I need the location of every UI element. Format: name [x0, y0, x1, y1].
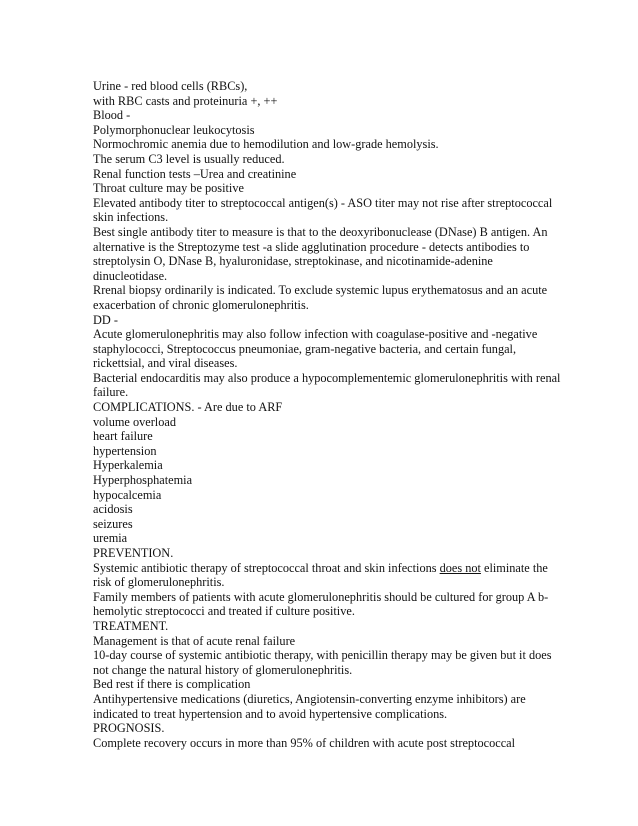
text-line: skin infections.	[93, 210, 169, 225]
text-line: hemolytic streptococci and treated if culture positive.	[93, 604, 355, 619]
text-line: Polymorphonuclear leukocytosis	[93, 122, 255, 137]
text-line: Throat culture may be positive	[93, 181, 244, 196]
text-line: Family members of patients with acute glomerulonephritis should be cultured for group A b-	[93, 589, 549, 604]
text-line: Antihypertensive medications (diuretics, Angiotensin-converting enzyme inhibitors) are	[93, 691, 526, 706]
text-line: Rrenal biopsy ordinarily is indicated. To exclude systemic lupus erythematosus and an acute	[93, 283, 548, 298]
text-line: hypocalcemia	[93, 487, 162, 502]
text-line: Elevated antibody titer to streptococcal antigen(s) - ASO titer may not rise after streptococcal	[93, 195, 553, 210]
text-line: PROGNOSIS.	[93, 721, 165, 736]
text-line: risk of glomerulonephritis.	[93, 575, 225, 590]
text-prevention-after: eliminate the	[480, 560, 548, 575]
text-line: dinucleotidase.	[93, 268, 168, 283]
text-line: not change the natural history of glomerulonephritis.	[93, 662, 353, 677]
text-line: volume overload	[93, 414, 176, 429]
text-line: Hyperphosphatemia	[93, 473, 193, 488]
text-underlined-does-not: does not	[439, 560, 481, 575]
text-line: Renal function tests –Urea and creatinine	[93, 166, 297, 181]
text-line: rickettsial, and viral diseases.	[93, 356, 238, 371]
text-line: streptolysin O, DNase B, hyaluronidase, streptokinase, and nicotinamide-adenine	[93, 254, 493, 269]
text-line: Normochromic anemia due to hemodilution and low-grade hemolysis.	[93, 137, 439, 152]
text-line: exacerbation of chronic glomerulonephritis.	[93, 297, 309, 312]
text-line: Hyperkalemia	[93, 458, 163, 473]
text-line: DD -	[93, 312, 118, 327]
text-line: Bed rest if there is complication	[93, 677, 251, 692]
text-line: PREVENTION.	[93, 546, 174, 560]
text-block-upper	[93, 79, 573, 561]
text-line: hypertension	[93, 443, 157, 458]
text-line: Blood -	[93, 108, 131, 123]
text-line: Acute glomerulonephritis may also follow infection with coagulase-positive and -negative	[93, 327, 538, 342]
text-line: The serum C3 level is usually reduced.	[93, 151, 285, 166]
text-line: with RBC casts and proteinuria +, ++	[93, 93, 278, 108]
text-line: COMPLICATIONS. - Are due to ARF	[93, 400, 283, 415]
text-line: Best single antibody titer to measure is that to the deoxyribonuclease (DNase) B antigen. An	[93, 224, 548, 239]
text-line: alternative is the Streptozyme test -a slide agglutination procedure - detects antibodies to	[93, 239, 530, 254]
text-line: Urine - red blood cells (RBCs),	[93, 79, 248, 93]
text-line: TREATMENT.	[93, 618, 169, 633]
text-line: uremia	[93, 531, 128, 546]
text-line: Management is that of acute renal failure	[93, 633, 296, 648]
text-line: seizures	[93, 516, 133, 531]
document-page	[93, 79, 573, 750]
text-line: failure.	[93, 385, 129, 400]
text-line: staphylococci, Streptococcus pneumoniae, gram-negative bacteria, and certain fungal,	[93, 341, 517, 356]
text-line-prevention-statement	[93, 561, 573, 576]
text-line: acidosis	[93, 502, 133, 517]
text-block-lower	[93, 575, 573, 750]
text-line: 10-day course of systemic antibiotic therapy, with penicillin therapy may be given but it does	[93, 648, 552, 663]
text-line: Complete recovery occurs in more than 95% of children with acute post streptococcal	[93, 735, 516, 750]
text-line: indicated to treat hypertension and to avoid hypertensive complications.	[93, 706, 448, 721]
text-line: heart failure	[93, 429, 153, 444]
text-line: Bacterial endocarditis may also produce a hypocomplementemic glomerulonephritis with renal	[93, 370, 561, 385]
text-prevention-before: Systemic antibiotic therapy of streptococcal throat and skin infections	[93, 560, 440, 575]
